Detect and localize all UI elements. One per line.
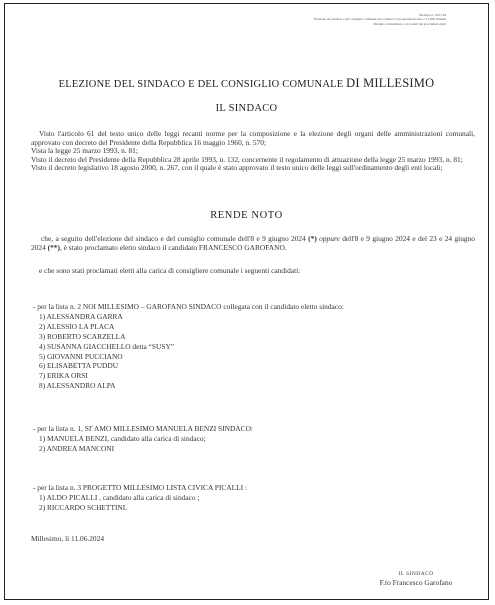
title-prefix: ELEZIONE DEL SINDACO E DEL CONSIGLIO COMUNALE bbox=[58, 79, 344, 90]
candidate-item: 5) GIOVANNI PUCCIANO bbox=[39, 351, 123, 361]
candidate-item: 2) RICCARDO SCHETTINI. bbox=[39, 502, 128, 512]
candidate-item: 1) ALESSANDRA GARRA bbox=[39, 311, 123, 321]
visto-paragraph: Visto l'articolo 61 del testo unico delle leggi recanti norme per la composizione e la elezione degli organi delle amministrazioni comunali, approvato con decreto del Presidente della Repubblica 16 maggio 1960, n. 570; bbox=[31, 129, 475, 147]
footnote-mark: (*) bbox=[308, 234, 317, 243]
title-comune: DI MILLESIMO bbox=[346, 76, 435, 90]
proclamation-text: , è stato proclamato eletto sindaco il candidato FRANCESCO GAROFANO. bbox=[59, 242, 287, 252]
visto-paragraph: Visto il decreto legislativo 18 agosto 2000, n. 267, con il quale è stato approvato il testo unico delle leggi sull'ordinamento degli enti locali; bbox=[31, 163, 443, 173]
document-date: Millesimo, li 11.06.2024 bbox=[31, 534, 105, 543]
list-heading: - per la lista n. 2 NOI MILLESIMO – GAROFANO SINDACO collegata con il candidato eletto sindaco: bbox=[33, 302, 344, 311]
candidate-item: 2) ANDREA MANCONI bbox=[39, 443, 115, 453]
candidate-item: 1) ALDO PICALLI , candidato alla carica di sindaco ; bbox=[39, 492, 200, 502]
rende-noto-heading: RENDE NOTO bbox=[210, 210, 283, 221]
document-subtitle: IL SINDACO bbox=[215, 103, 278, 114]
candidate-item: 1) MANUELA BENZI, candidato alla carica di sindaco; bbox=[39, 433, 206, 443]
proclamation-paragraph bbox=[31, 235, 475, 252]
candidate-item: 4) SUSANNA GIACCHELLO detta “SUSY” bbox=[39, 341, 175, 351]
proclamation-text: dell'8 e 9 giugno 2024 e del 23 e 24 giugno 2024 bbox=[31, 234, 475, 252]
model-note-line: Modello di manifesto con i nomi dei proclamati eletti bbox=[373, 21, 446, 26]
document-title bbox=[5, 76, 488, 91]
list-heading: - per la lista n. 1, SI' AMO MILLESIMO MANUELA BENZI SINDACO: bbox=[33, 424, 253, 433]
signature-name: F.to Francesco Garofano bbox=[379, 577, 453, 587]
oppure-text: oppure bbox=[319, 234, 340, 243]
candidate-item: 7) ERIKA ORSI bbox=[39, 371, 88, 381]
model-note-line: Modello n. 165 CM bbox=[419, 13, 446, 17]
elected-intro: e che sono stati proclamati eletti alla carica di consigliere comunale i seguenti candidati: bbox=[39, 266, 301, 275]
candidate-item: 6) ELISABETTA PUDDU bbox=[39, 361, 119, 371]
footnote-mark: (**) bbox=[47, 242, 60, 252]
candidate-item: 8) ALESSANDRO ALPA bbox=[39, 381, 116, 391]
signature-block bbox=[371, 570, 461, 587]
visto-paragraph: Visto il decreto del Presidente della Repubblica 28 aprile 1993, n. 132, concernente il regolamento di attuazione della legge 25 marzo 1993, n. 81; bbox=[31, 154, 463, 164]
candidate-item: 2) ALESSIO LA PLACA bbox=[39, 321, 115, 331]
candidate-item: 3) ROBERTO SCARZELLA bbox=[39, 331, 126, 341]
visti-section bbox=[31, 130, 475, 173]
model-note-line: Elezione del sindaco e del consiglio comunale nei comuni con popolazione sino a 15.000 abitanti bbox=[314, 17, 446, 22]
model-note bbox=[266, 13, 446, 26]
document-page bbox=[4, 3, 489, 600]
list-2-block bbox=[33, 302, 344, 391]
list-3-block bbox=[33, 483, 247, 513]
visto-paragraph: Vista la legge 25 marzo 1993, n. 81; bbox=[31, 146, 138, 156]
list-1-block bbox=[33, 424, 253, 454]
signature-role: IL SINDACO bbox=[398, 571, 434, 577]
list-heading: - per la lista n. 3 PROGETTO MILLESIMO LISTA CIVICA PICALLI : bbox=[33, 483, 247, 492]
proclamation-text: che, a seguito dell'elezione del sindaco e del consiglio comunale dell'8 e 9 giugno 2024 bbox=[41, 234, 306, 243]
